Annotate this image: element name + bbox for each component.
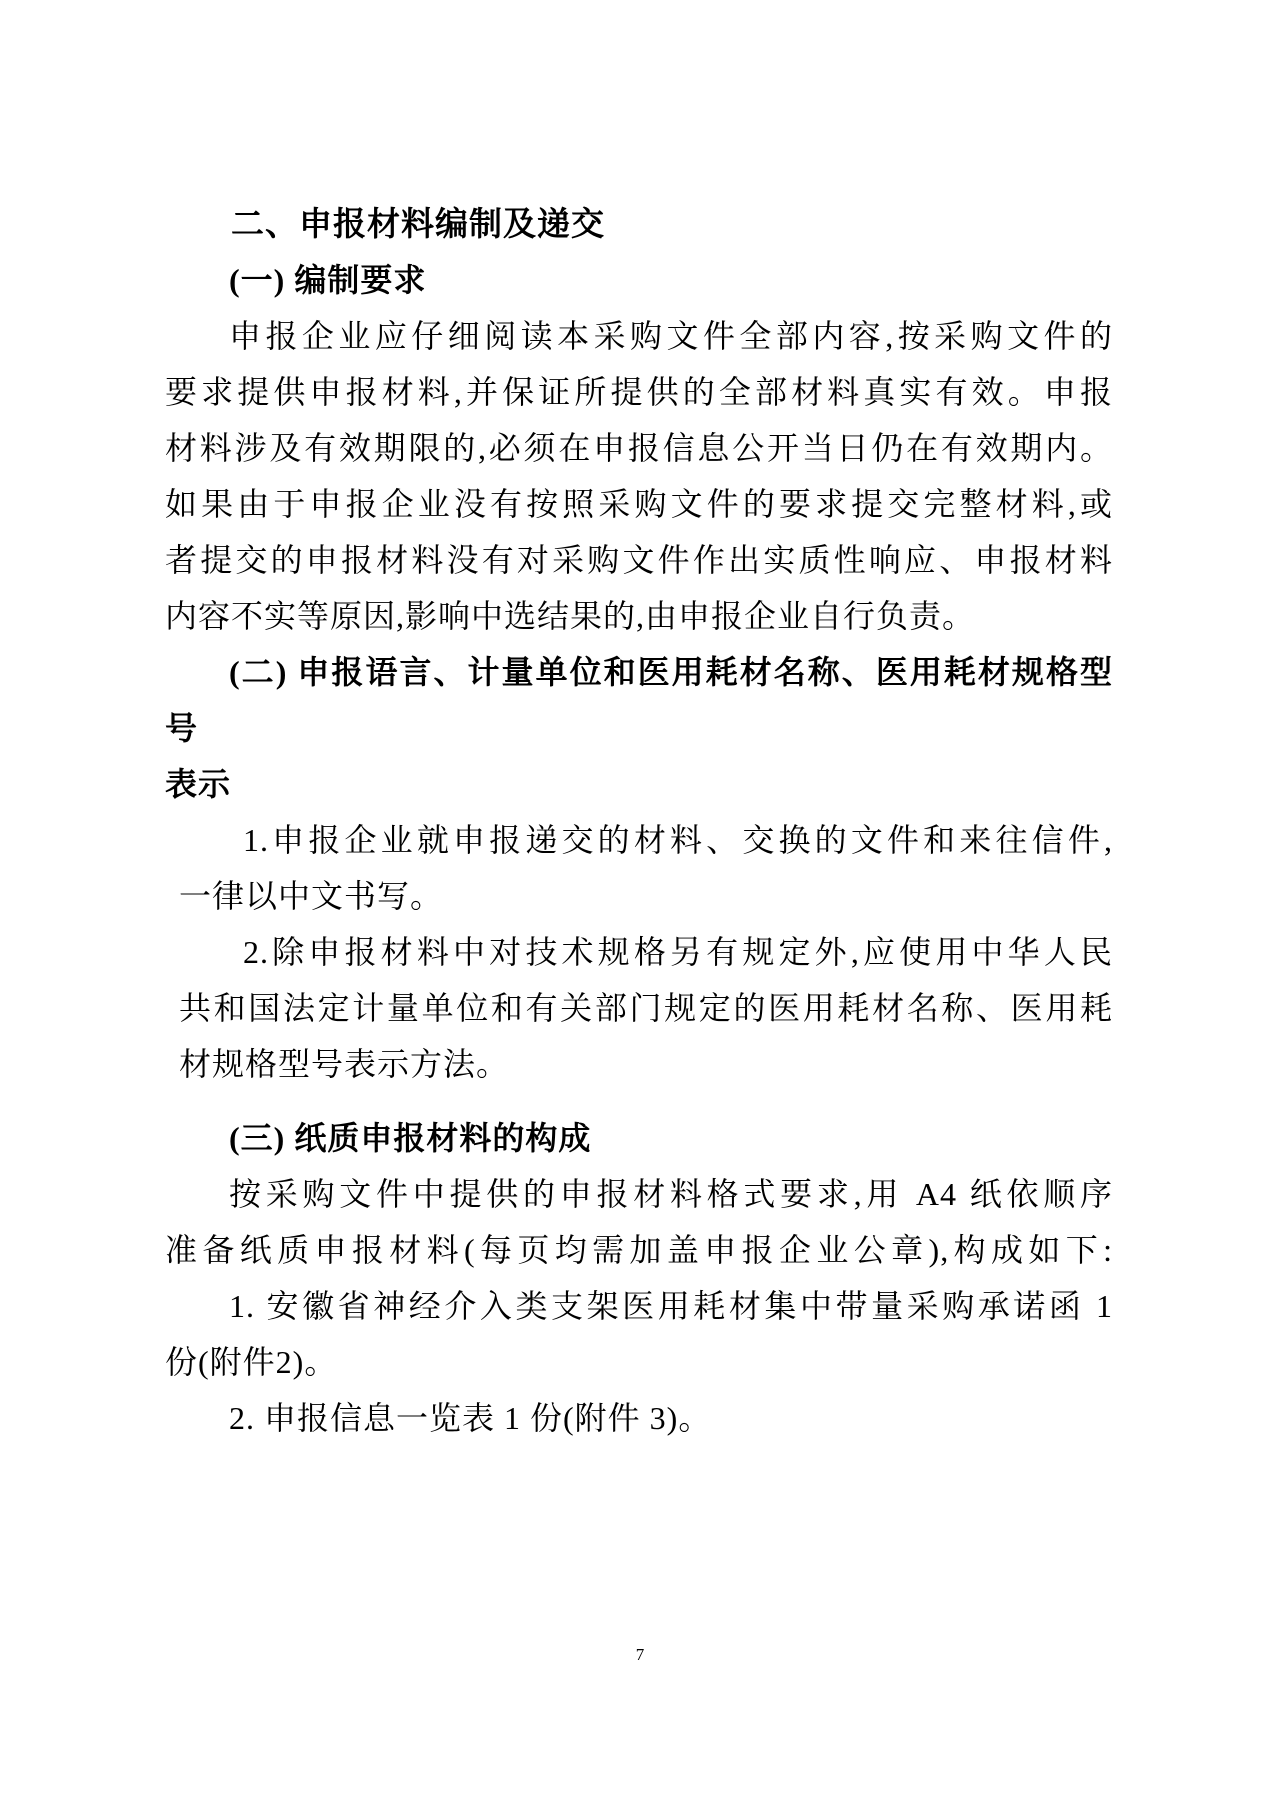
text-line: 要求提供申报材料,并保证所提供的全部材料真实有效。申报 xyxy=(165,374,1113,410)
paragraph-measurement-units xyxy=(165,924,1113,1092)
text-line: 者提交的申报材料没有对采购文件作出实质性响应、申报材料 xyxy=(165,542,1113,578)
text-line: 申报企业应仔细阅读本采购文件全部内容,按采购文件的 xyxy=(229,318,1113,354)
text-line: 表示 xyxy=(165,766,232,802)
list-item-commitment-letter xyxy=(165,1278,1113,1390)
text-line: 2.除申报材料中对技术规格另有规定外,应使用中华人民 xyxy=(243,934,1113,970)
text-line: (二) 申报语言、计量单位和医用耗材名称、医用耗材规格型号 xyxy=(165,654,1113,746)
text-line: 共和国法定计量单位和有关部门规定的医用耗材名称、医用耗 xyxy=(179,990,1113,1026)
text-line: 份(附件2)。 xyxy=(165,1344,338,1380)
document-body xyxy=(165,196,1113,1446)
paragraph-paper-material-format xyxy=(165,1166,1113,1278)
text-line: 2. 申报信息一览表 1 份(附件 3)。 xyxy=(229,1400,712,1436)
page-number: 7 xyxy=(635,1645,645,1664)
text-line: 材料涉及有效期限的,必须在申报信息公开当日仍在有效期内。 xyxy=(165,430,1113,466)
text-line: 1. 安徽省神经介入类支架医用耗材集中带量采购承诺函 1 xyxy=(229,1288,1113,1324)
text-line: 按采购文件中提供的申报材料格式要求,用 A4 纸依顺序 xyxy=(229,1176,1113,1212)
text-line: 一律以中文书写。 xyxy=(179,878,444,914)
subsection-heading-paper-materials: (三) 纸质申报材料的构成 xyxy=(229,1120,592,1156)
list-item-declaration-info-table xyxy=(165,1390,1113,1446)
section-heading: 二、申报材料编制及递交 xyxy=(231,205,605,242)
paragraph-compilation-requirements xyxy=(165,308,1113,644)
subsection-heading-compilation-requirements: (一) 编制要求 xyxy=(229,262,427,298)
text-line: 1.申报企业就申报递交的材料、交换的文件和来往信件, xyxy=(243,822,1113,858)
text-line: 准备纸质申报材料(每页均需加盖申报企业公章),构成如下: xyxy=(165,1232,1113,1268)
subsection-heading-language-units xyxy=(165,644,1113,812)
text-line: 材规格型号表示方法。 xyxy=(179,1046,510,1082)
paragraph-chinese-writing xyxy=(165,812,1113,924)
text-line: 如果由于申报企业没有按照采购文件的要求提交完整材料,或 xyxy=(165,486,1113,522)
text-line: 内容不实等原因,影响中选结果的,由申报企业自行负责。 xyxy=(165,598,976,634)
